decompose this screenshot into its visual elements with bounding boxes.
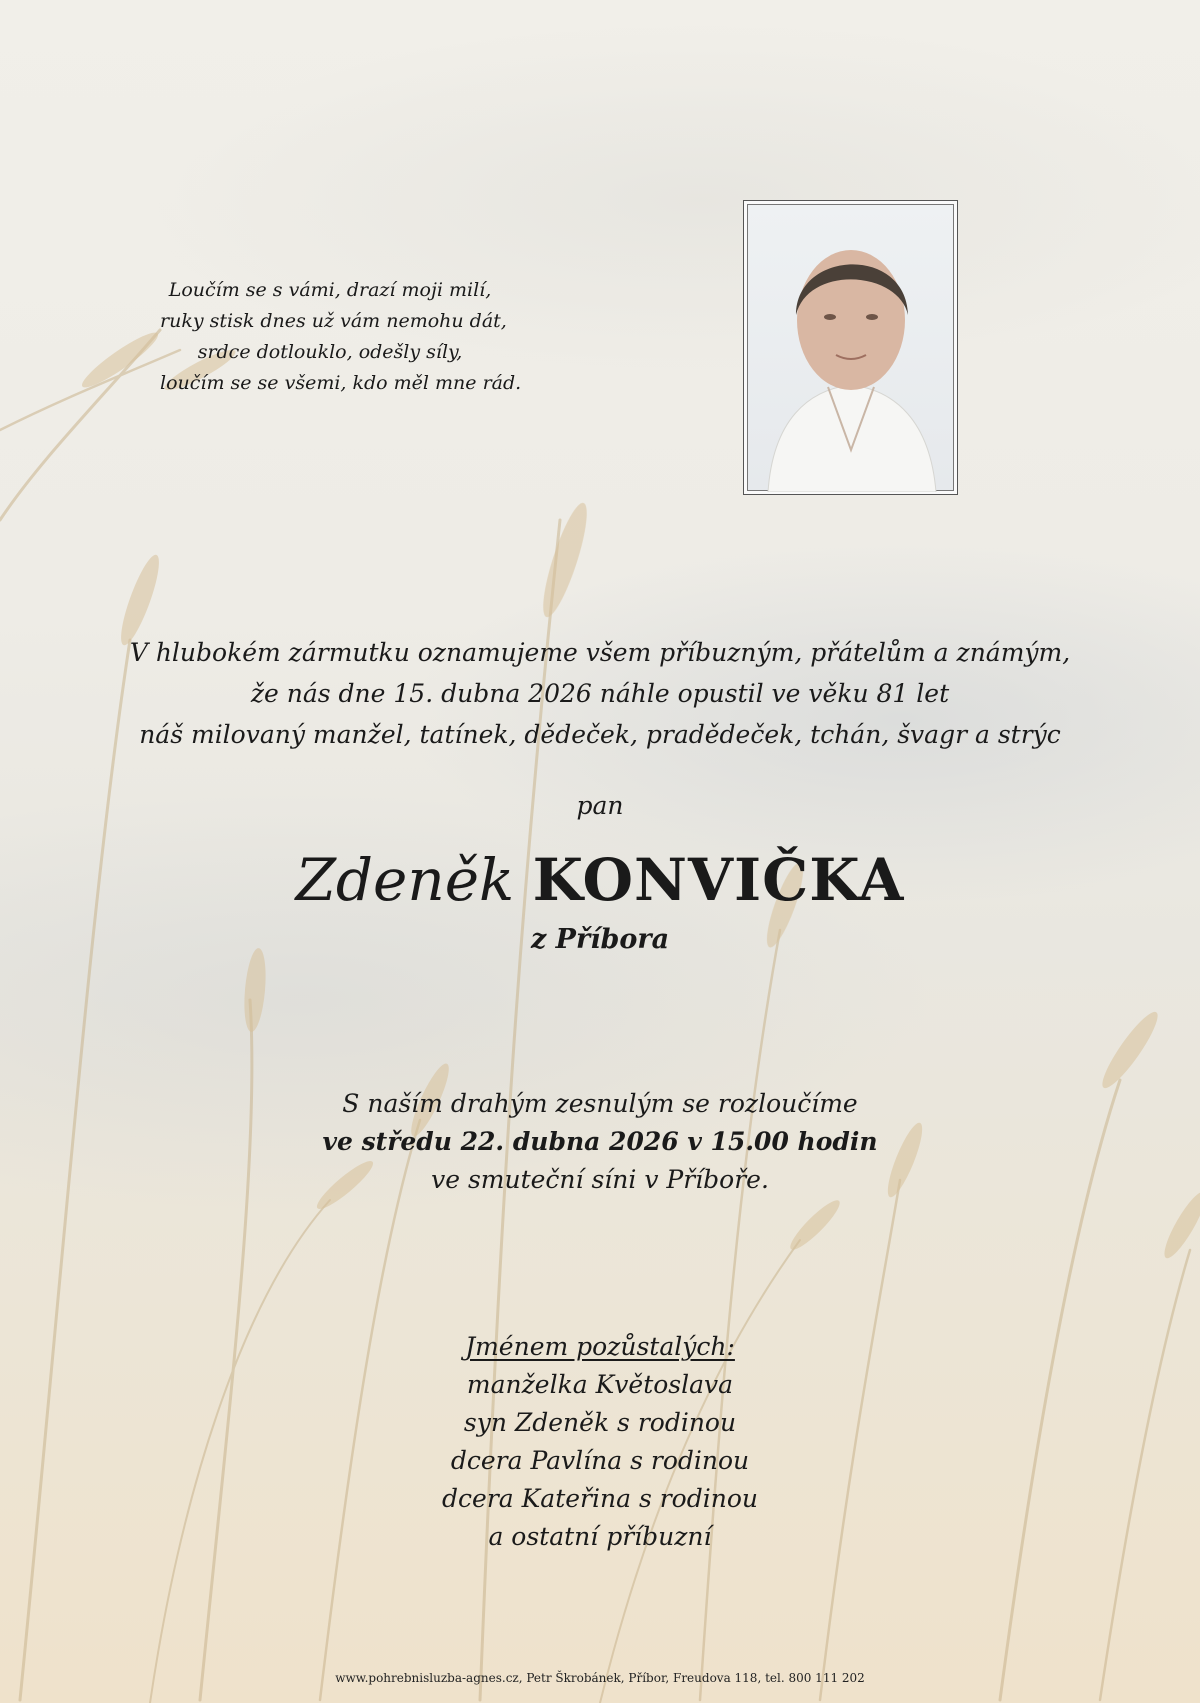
mourner-item: manželka Květoslava: [466, 1370, 734, 1399]
death-announcement: [0, 632, 1200, 755]
ceremony-details: [0, 1085, 1200, 1199]
deceased-name: [0, 845, 1200, 915]
last-name: KONVIČKA: [532, 846, 905, 914]
ceremony-datetime: ve středu 22. dubna 2026 v 15.00 hodin: [322, 1127, 878, 1156]
poem-line: srdce dotlouklo, odešly síly,: [197, 341, 463, 363]
announcement-line: V hlubokém zármutku oznamujeme všem příbuzným, přátelům a známým,: [129, 638, 1071, 667]
ceremony-intro: S naším drahým zesnulým se rozloučíme: [342, 1089, 858, 1118]
announcement-line: že nás dne 15. dubna 2026 náhle opustil ve věku 81 let: [250, 679, 950, 708]
first-name: Zdeněk: [295, 846, 515, 914]
mourners-block: [0, 1328, 1200, 1556]
farewell-poem: [160, 275, 522, 399]
mourner-item: dcera Kateřina s rodinou: [442, 1484, 758, 1513]
funeral-service-footer: www.pohrebnisluzba-agnes.cz, Petr Škrobánek, Příbor, Freudova 118, tel. 800 111 202: [335, 1671, 865, 1685]
poem-line: ruky stisk dnes už vám nemohu dát,: [160, 310, 507, 332]
portrait-photo: [747, 204, 954, 491]
announcement-line: náš milovaný manžel, tatínek, dědeček, pradědeček, tchán, švagr a strýc: [139, 720, 1061, 749]
poem-line: loučím se se všemi, kdo měl mne rád.: [160, 372, 522, 394]
mourners-heading: Jménem pozůstalých:: [465, 1332, 735, 1361]
mourner-item: a ostatní příbuzní: [488, 1522, 712, 1551]
ceremony-place: ve smuteční síni v Příboře.: [431, 1165, 769, 1194]
mourner-item: syn Zdeněk s rodinou: [463, 1408, 737, 1437]
poem-line: Loučím se s vámi, drazí moji milí,: [168, 279, 492, 301]
salutation: pan: [576, 791, 624, 820]
mourner-item: dcera Pavlína s rodinou: [450, 1446, 750, 1475]
portrait-silhouette: [748, 205, 955, 492]
portrait-frame: [743, 200, 958, 495]
deceased-origin: z Příbora: [530, 924, 670, 955]
